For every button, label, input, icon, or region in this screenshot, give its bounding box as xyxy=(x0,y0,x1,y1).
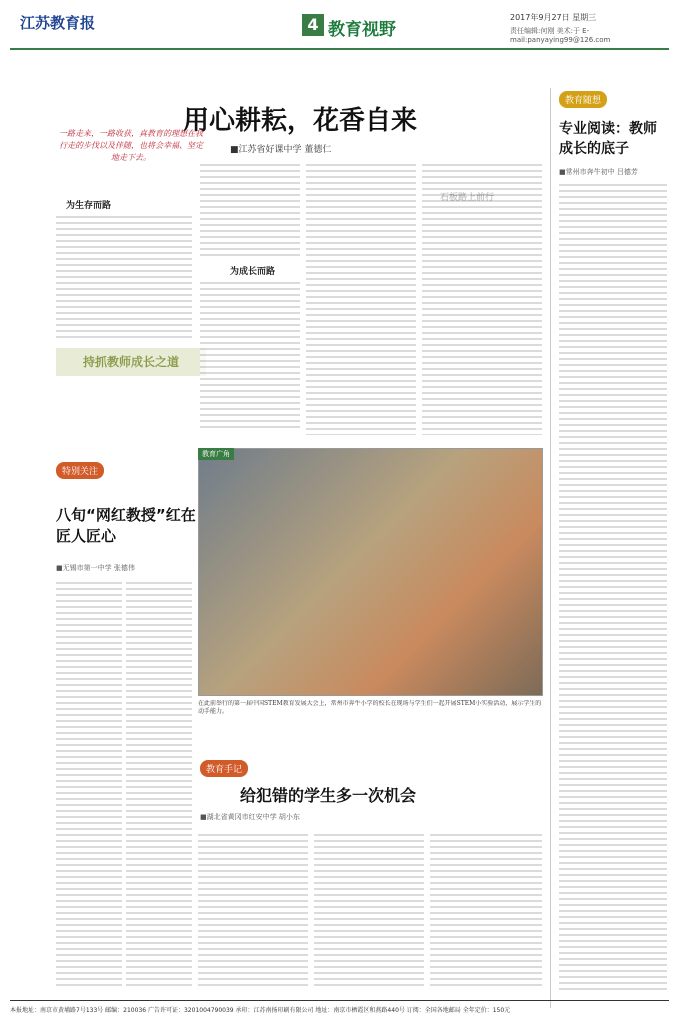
masthead xyxy=(10,8,669,50)
section-banner: 持抓教师成长之道 xyxy=(56,348,206,376)
subhead-2: 为成长而路 xyxy=(230,267,276,277)
article-column-3 xyxy=(306,160,416,435)
right-column-tag: 教育随想 xyxy=(559,91,607,108)
right-column-author: ■常州市奔牛初中 吕德芳 xyxy=(559,168,638,177)
subhead-1: 为生存而路 xyxy=(66,201,112,211)
right-column-text xyxy=(559,180,667,990)
bottom-author: ■湖北省黄冈市红安中学 胡小东 xyxy=(200,813,300,821)
bottom-column-1 xyxy=(198,830,308,990)
feature-column-2 xyxy=(126,578,192,988)
article-column-4 xyxy=(422,160,542,435)
main-headline: 用心耕耘，花香自来 xyxy=(182,106,417,136)
section-number: 4 xyxy=(302,14,324,36)
feature-author: ■无锡市第一中学 张德伟 xyxy=(56,564,135,572)
feature-title: 八旬“网红教授”红在匠人匠心 xyxy=(56,506,196,545)
main-author: ■江苏省好课中学 董德仁 xyxy=(230,145,332,155)
article-column-2b xyxy=(200,278,300,428)
footer: 本报地址：南京市黄埔路7号133号 邮编：210036 广告许可证：3201004790039 承印：江苏南扬印刷有限公司 地址：南京市栖霞区和燕路440号 订阅：全国各地邮局 全年定价：150元 xyxy=(10,1000,669,1018)
classroom-photo xyxy=(198,448,543,696)
photo-caption: 在此前举行的第一届中国STEM教育发展大会上，常州市奔牛小学的校长在现场与学生们一起开展STEM小实验活动，展示学生的动手能力。 xyxy=(198,700,542,716)
right-column xyxy=(550,88,670,1008)
photo-tag: 教育广角 xyxy=(198,448,234,460)
bottom-title: 给犯错的学生多一次机会 xyxy=(240,786,417,805)
section-title: 教育视野 xyxy=(328,20,396,40)
editor-line: 责任编辑:何刚 美术:于 E-mail:panyaying99@126.com xyxy=(510,27,611,44)
right-column-title: 专业阅读：教师成长的底子 xyxy=(559,121,657,157)
newspaper-logo: 江苏教育报 xyxy=(20,14,96,32)
bottom-column-3 xyxy=(430,830,542,990)
pull-quote: 一路走来，一路收获，真教育的理想在我行走的步伐以及伴随，也将会幸福、坚定地走下去。 xyxy=(59,129,203,162)
bottom-column-2 xyxy=(314,830,424,990)
article-column-2a xyxy=(200,160,300,260)
feature-tag: 特别关注 xyxy=(56,462,104,479)
issue-date: 2017年9月27日 星期三 xyxy=(510,13,597,22)
article-column-1 xyxy=(56,212,192,342)
feature-column-1 xyxy=(56,578,122,988)
bottom-tag: 教育手记 xyxy=(200,760,248,777)
